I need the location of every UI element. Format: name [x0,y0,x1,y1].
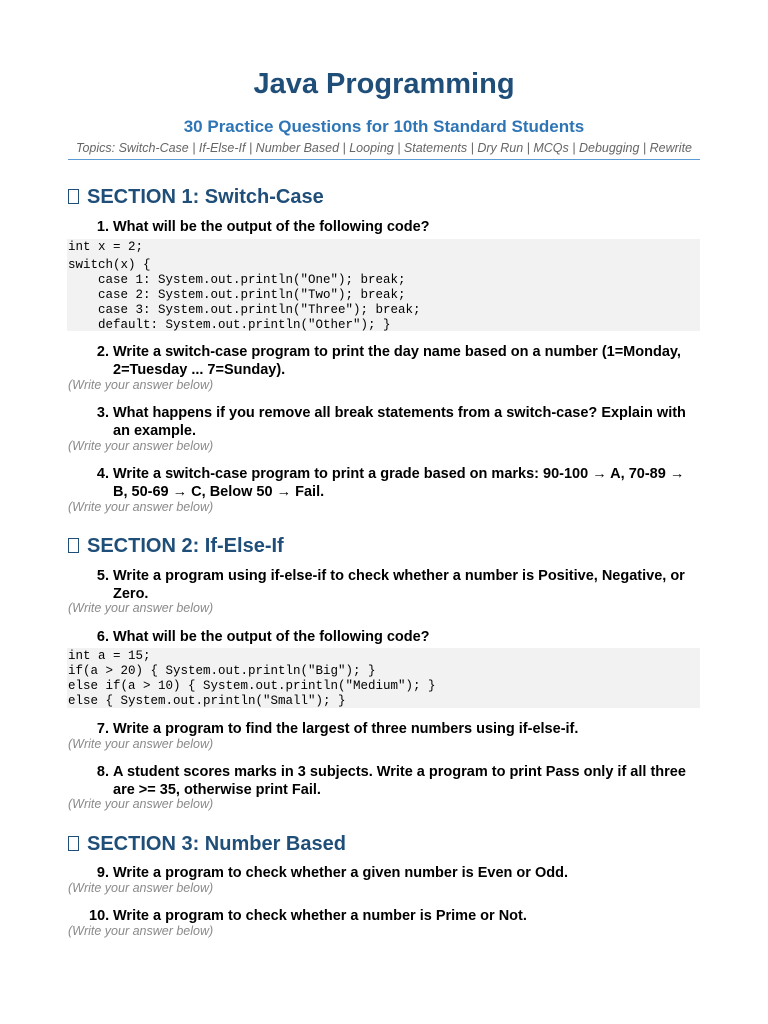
code-block-2 [67,648,700,708]
question-number: 10. [89,908,110,924]
code-line: int x = 2; [68,240,144,254]
page-subtitle: 30 Practice Questions for 10th Standard Students [183,117,585,136]
missing-glyph-icon [68,836,79,851]
section-heading-3 [68,833,346,856]
question-text: Write a switch-case program to print the day name based on a number (1=Monday, 2=Tuesday ... 7=Sunday). [113,344,681,378]
code-line: case 1: System.out.println("One"); break; [68,273,406,287]
answer-hint: (Write your answer below) [68,797,214,811]
missing-glyph-icon [68,189,79,204]
section-heading-2 [68,535,284,558]
section-label: SECTION 2: If-Else-If [87,535,284,557]
code-line: switch(x) { [68,258,151,272]
question-number: 7. [96,721,109,737]
answer-hint: (Write your answer below) [68,881,214,895]
question-number: 3. [96,405,109,421]
answer-hint: (Write your answer below) [68,924,214,938]
code-line: case 2: System.out.println("Two"); break; [68,288,406,302]
question-number: 2. [96,344,109,360]
code-block-1 [67,239,700,331]
question-number: 8. [96,764,109,780]
answer-hint: (Write your answer below) [68,378,214,392]
topics-line: Topics: Switch-Case | If-Else-If | Number Based | Looping | Statements | Dry Run | MCQs | Debugging | Rewrite [68,141,700,160]
question-text: Write a switch-case program to print a grade based on marks: 90-100 → A, 70-89 → B, 50-69 → C, Below 50 → Fail. [113,466,685,500]
code-line: else if(a > 10) { System.out.println("Medium"); } [68,679,436,693]
question-text: Write a program to find the largest of three numbers using if-else-if. [113,721,579,737]
question-text: A student scores marks in 3 subjects. Write a program to print Pass only if all three are >= 35, otherwise print Fail. [113,764,686,798]
code-line: if(a > 20) { System.out.println("Big"); } [68,664,376,678]
answer-hint: (Write your answer below) [68,601,214,615]
answer-hint: (Write your answer below) [68,439,214,453]
question-number: 4. [96,466,109,482]
code-line: int a = 15; [68,649,151,663]
question-text: Write a program using if-else-if to check whether a number is Positive, Negative, or Zero. [113,568,685,602]
code-line: else { System.out.println("Small"); } [68,694,346,708]
section-heading-1 [68,186,324,209]
question-text: Write a program to check whether a given number is Even or Odd. [113,865,568,881]
answer-hint: (Write your answer below) [68,737,214,751]
question-number: 1. [96,219,109,235]
question-number: 9. [96,865,109,881]
answer-hint: (Write your answer below) [68,500,214,514]
section-label: SECTION 3: Number Based [87,833,346,855]
section-label: SECTION 1: Switch-Case [87,186,324,208]
missing-glyph-icon [68,538,79,553]
page-title: Java Programming [253,68,515,100]
question-text: Write a program to check whether a number is Prime or Not. [113,908,527,924]
question-text: What will be the output of the following code? [113,629,430,645]
question-number: 6. [96,629,109,645]
code-line: case 3: System.out.println("Three"); break; [68,303,421,317]
code-line: default: System.out.println("Other"); } [68,318,391,332]
question-text: What happens if you remove all break statements from a switch-case? Explain with an example. [113,405,686,439]
question-text: What will be the output of the following code? [113,219,430,235]
question-number: 5. [96,568,109,584]
